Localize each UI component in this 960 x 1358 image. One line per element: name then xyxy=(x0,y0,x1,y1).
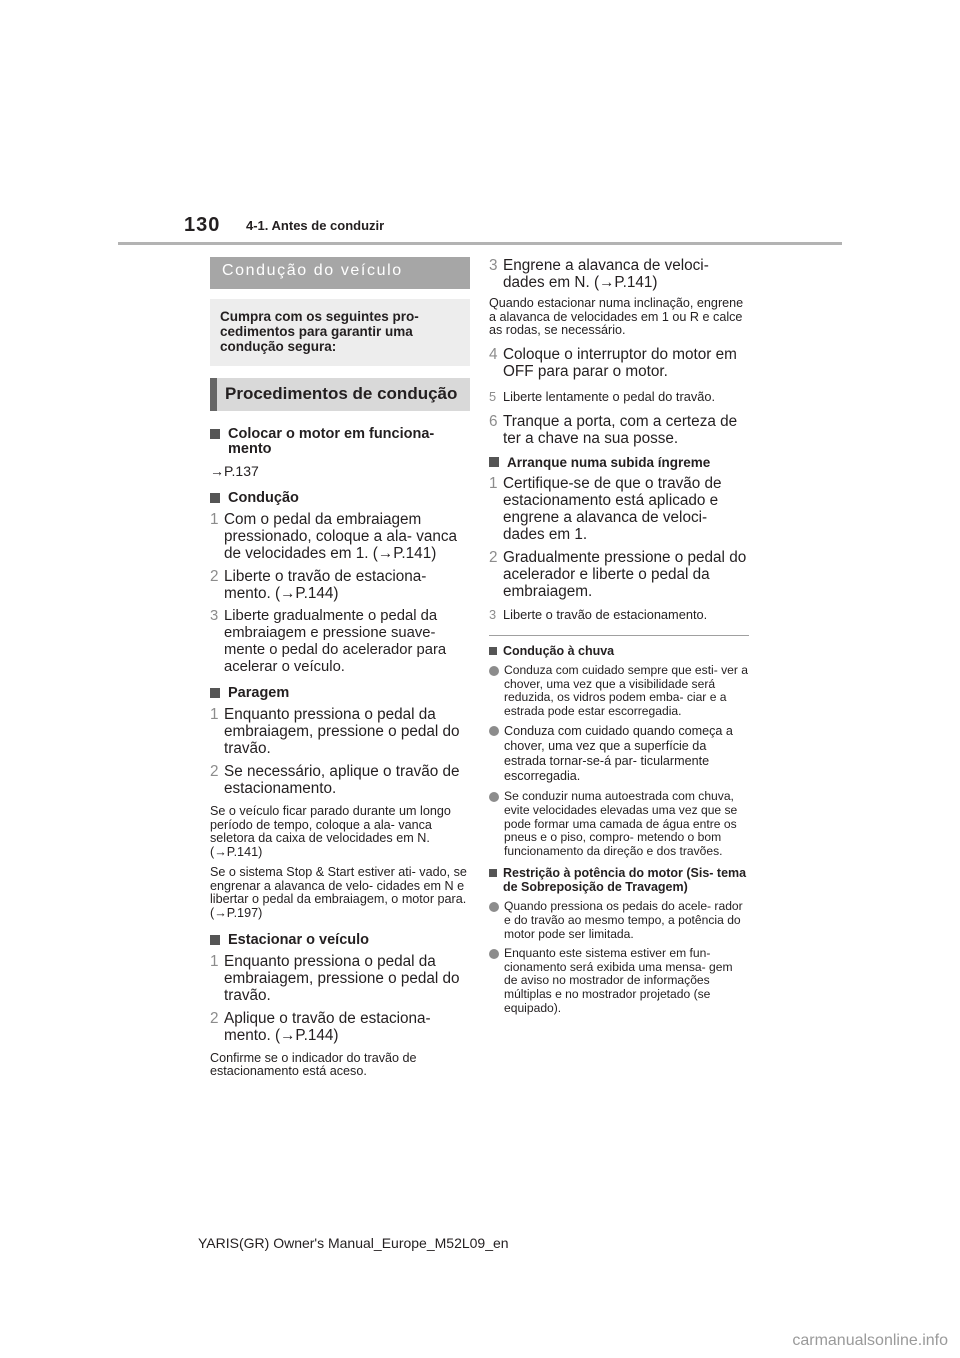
step-item xyxy=(489,346,749,380)
square-bullet-icon xyxy=(210,493,220,503)
subsection-title: Colocar o motor em funciona- mento xyxy=(228,426,435,457)
step-text: Certifique-se de que o travão de estacionamento está aplicado e engrene a alavanca de veloci- dades em 1. xyxy=(503,475,722,544)
step-number: 1 xyxy=(210,511,219,528)
subsection-driving xyxy=(210,491,470,506)
section-title: Condução do veículo xyxy=(210,257,470,289)
square-bullet-icon xyxy=(210,935,220,945)
right-column xyxy=(489,257,749,1021)
subsection-title: Condução à chuva xyxy=(503,644,615,659)
step-text: Coloque o interruptor do motor em OFF para parar o motor. xyxy=(503,346,737,381)
square-bullet-icon xyxy=(210,429,220,439)
circle-bullet-icon xyxy=(489,792,499,802)
chapter-title: 4-1. Antes de conduzir xyxy=(246,218,385,233)
bullet-text: Conduza com cuidado quando começa a chover, uma vez que a superfície da estrada tornar-se-á par- ticularmente escorregadia. xyxy=(504,724,733,784)
step-number: 2 xyxy=(210,763,219,780)
subsection-start-engine xyxy=(210,427,470,457)
step-item xyxy=(210,953,470,1004)
step-number: 4 xyxy=(489,346,498,364)
step-item xyxy=(210,1010,470,1044)
step-item xyxy=(489,549,749,600)
procedures-title: Procedimentos de condução xyxy=(210,378,470,411)
step-number: 2 xyxy=(489,549,498,567)
watermark: carmanualsonline.info xyxy=(792,1332,948,1349)
step-number: 2 xyxy=(210,568,219,585)
step-text: Liberte o travão de estacionamento. xyxy=(503,607,708,623)
step-number: 1 xyxy=(210,706,219,723)
step-text: Liberte o travão de estaciona- mento. (→P.144) xyxy=(224,568,427,602)
left-column xyxy=(210,257,470,1085)
step-text: Enquanto pressiona o pedal da embraiagem, pressione o pedal do travão. xyxy=(224,706,460,757)
step-number: 1 xyxy=(489,475,498,493)
step-text: Enquanto pressiona o pedal da embraiagem, pressione o pedal do travão. xyxy=(224,952,460,1004)
step-number: 5 xyxy=(489,389,497,405)
step-text: Liberte gradualmente o pedal da embraiagem e pressione suave- mente o pedal do acelerador para acelerar o veículo. xyxy=(224,608,447,675)
step-text: Com o pedal da embraiagem pressionado, coloque a ala- vanca de velocidades em 1. (→P.141) xyxy=(224,511,458,562)
subsection-parking xyxy=(210,933,470,948)
page-number: 130 xyxy=(184,214,221,236)
step-text: Liberte lentamente o pedal do travão. xyxy=(503,389,716,405)
bullet-item xyxy=(489,947,749,1015)
subsection-title: Restrição à potência do motor (Sis- tema de Sobreposição de Travagem) xyxy=(503,866,747,895)
subsection-title: Arranque numa subida íngreme xyxy=(507,455,711,471)
subsection-brake-override xyxy=(489,866,749,894)
circle-bullet-icon xyxy=(489,902,499,912)
step-text: Se necessário, aplique o travão de estacionamento. xyxy=(224,763,460,797)
step-number: 3 xyxy=(489,607,497,623)
note-text: Se o veículo ficar parado durante um longo período de tempo, coloque a ala- vanca seletora da caixa de velocidades em N. (→P.141) xyxy=(210,804,451,860)
step-item xyxy=(210,511,470,562)
step-text: Tranque a porta, com a certeza de ter a chave na sua posse. xyxy=(503,413,738,448)
step-text: Engrene a alavanca de veloci- dades em N. (→P.141) xyxy=(503,257,709,291)
bullet-text: Enquanto este sistema estiver em fun- cionamento será exibida uma mensa- gem de aviso no mostrador de informações múltiplas e no mostrador projetado (se equipado). xyxy=(504,946,733,1015)
circle-bullet-icon xyxy=(489,949,499,959)
subsection-title: Paragem xyxy=(228,685,290,701)
bullet-text: Se conduzir numa autoestrada com chuva, evite velocidades elevadas uma vez que se pode formar uma camada de água entre os pneus e o piso, compro- metendo o bom funcionamento da direção e dos travões. xyxy=(504,789,738,858)
step-item xyxy=(210,706,470,757)
square-bullet-icon xyxy=(489,457,499,467)
step-text: Gradualmente pressione o pedal do acelerador e liberte o pedal da embraiagem. xyxy=(503,549,747,601)
subsection-hill-start xyxy=(489,455,749,470)
step-item xyxy=(489,257,749,291)
step-number: 3 xyxy=(210,608,219,624)
step-number: 1 xyxy=(210,952,219,970)
square-bullet-icon xyxy=(489,647,497,655)
bullet-text: Quando pressiona os pedais do acele- rador e do travão ao mesmo tempo, a potência do motor pode ser limitada. xyxy=(504,899,743,941)
bullet-item xyxy=(489,724,749,784)
intro-box: Cumpra com os seguintes pro- cedimentos para garantir uma condução segura: xyxy=(210,299,470,366)
step-item xyxy=(489,413,749,447)
subsection-stopping xyxy=(210,686,470,701)
note-text: Quando estacionar numa inclinação, engrene a alavanca de velocidades em 1 ou R e calce as rodas, se necessário. xyxy=(489,296,744,338)
section-divider xyxy=(489,635,749,636)
footer-text: YARIS(GR) Owner's Manual_Europe_M52L09_en xyxy=(198,1235,509,1251)
step-item xyxy=(210,763,470,797)
page-reference: →P.137 xyxy=(210,463,259,479)
bullet-item xyxy=(489,664,749,718)
subsection-title: Condução xyxy=(228,490,299,506)
square-bullet-icon xyxy=(489,869,497,877)
bullet-item xyxy=(489,900,749,941)
bullet-item xyxy=(489,790,749,858)
note-text: Confirme se o indicador do travão de estacionamento está aceso. xyxy=(210,1050,417,1079)
step-item xyxy=(210,608,470,676)
bullet-text: Conduza com cuidado sempre que esti- ver a chover, uma vez que a visibilidade será reduzida, os vidros podem emba- ciar e a estrada pode estar escorregadia. xyxy=(504,663,749,718)
step-number: 6 xyxy=(489,413,498,431)
circle-bullet-icon xyxy=(489,726,499,736)
step-item xyxy=(489,475,749,543)
square-bullet-icon xyxy=(210,688,220,698)
subsection-rain xyxy=(489,644,749,658)
circle-bullet-icon xyxy=(489,666,499,676)
step-number: 2 xyxy=(210,1009,219,1027)
step-number: 3 xyxy=(489,257,498,274)
step-item xyxy=(489,388,749,405)
note-text: Se o sistema Stop & Start estiver ati- vado, se engrenar a alavanca de velo- cidades em N e libertar o pedal da embraiagem, o motor para. (→P.197) xyxy=(210,864,467,920)
step-item xyxy=(489,606,749,623)
step-item xyxy=(210,568,470,602)
header-rule xyxy=(118,242,842,245)
subsection-title: Estacionar o veículo xyxy=(228,931,370,948)
step-text: Aplique o travão de estaciona- mento. (→P.144) xyxy=(224,1009,431,1044)
